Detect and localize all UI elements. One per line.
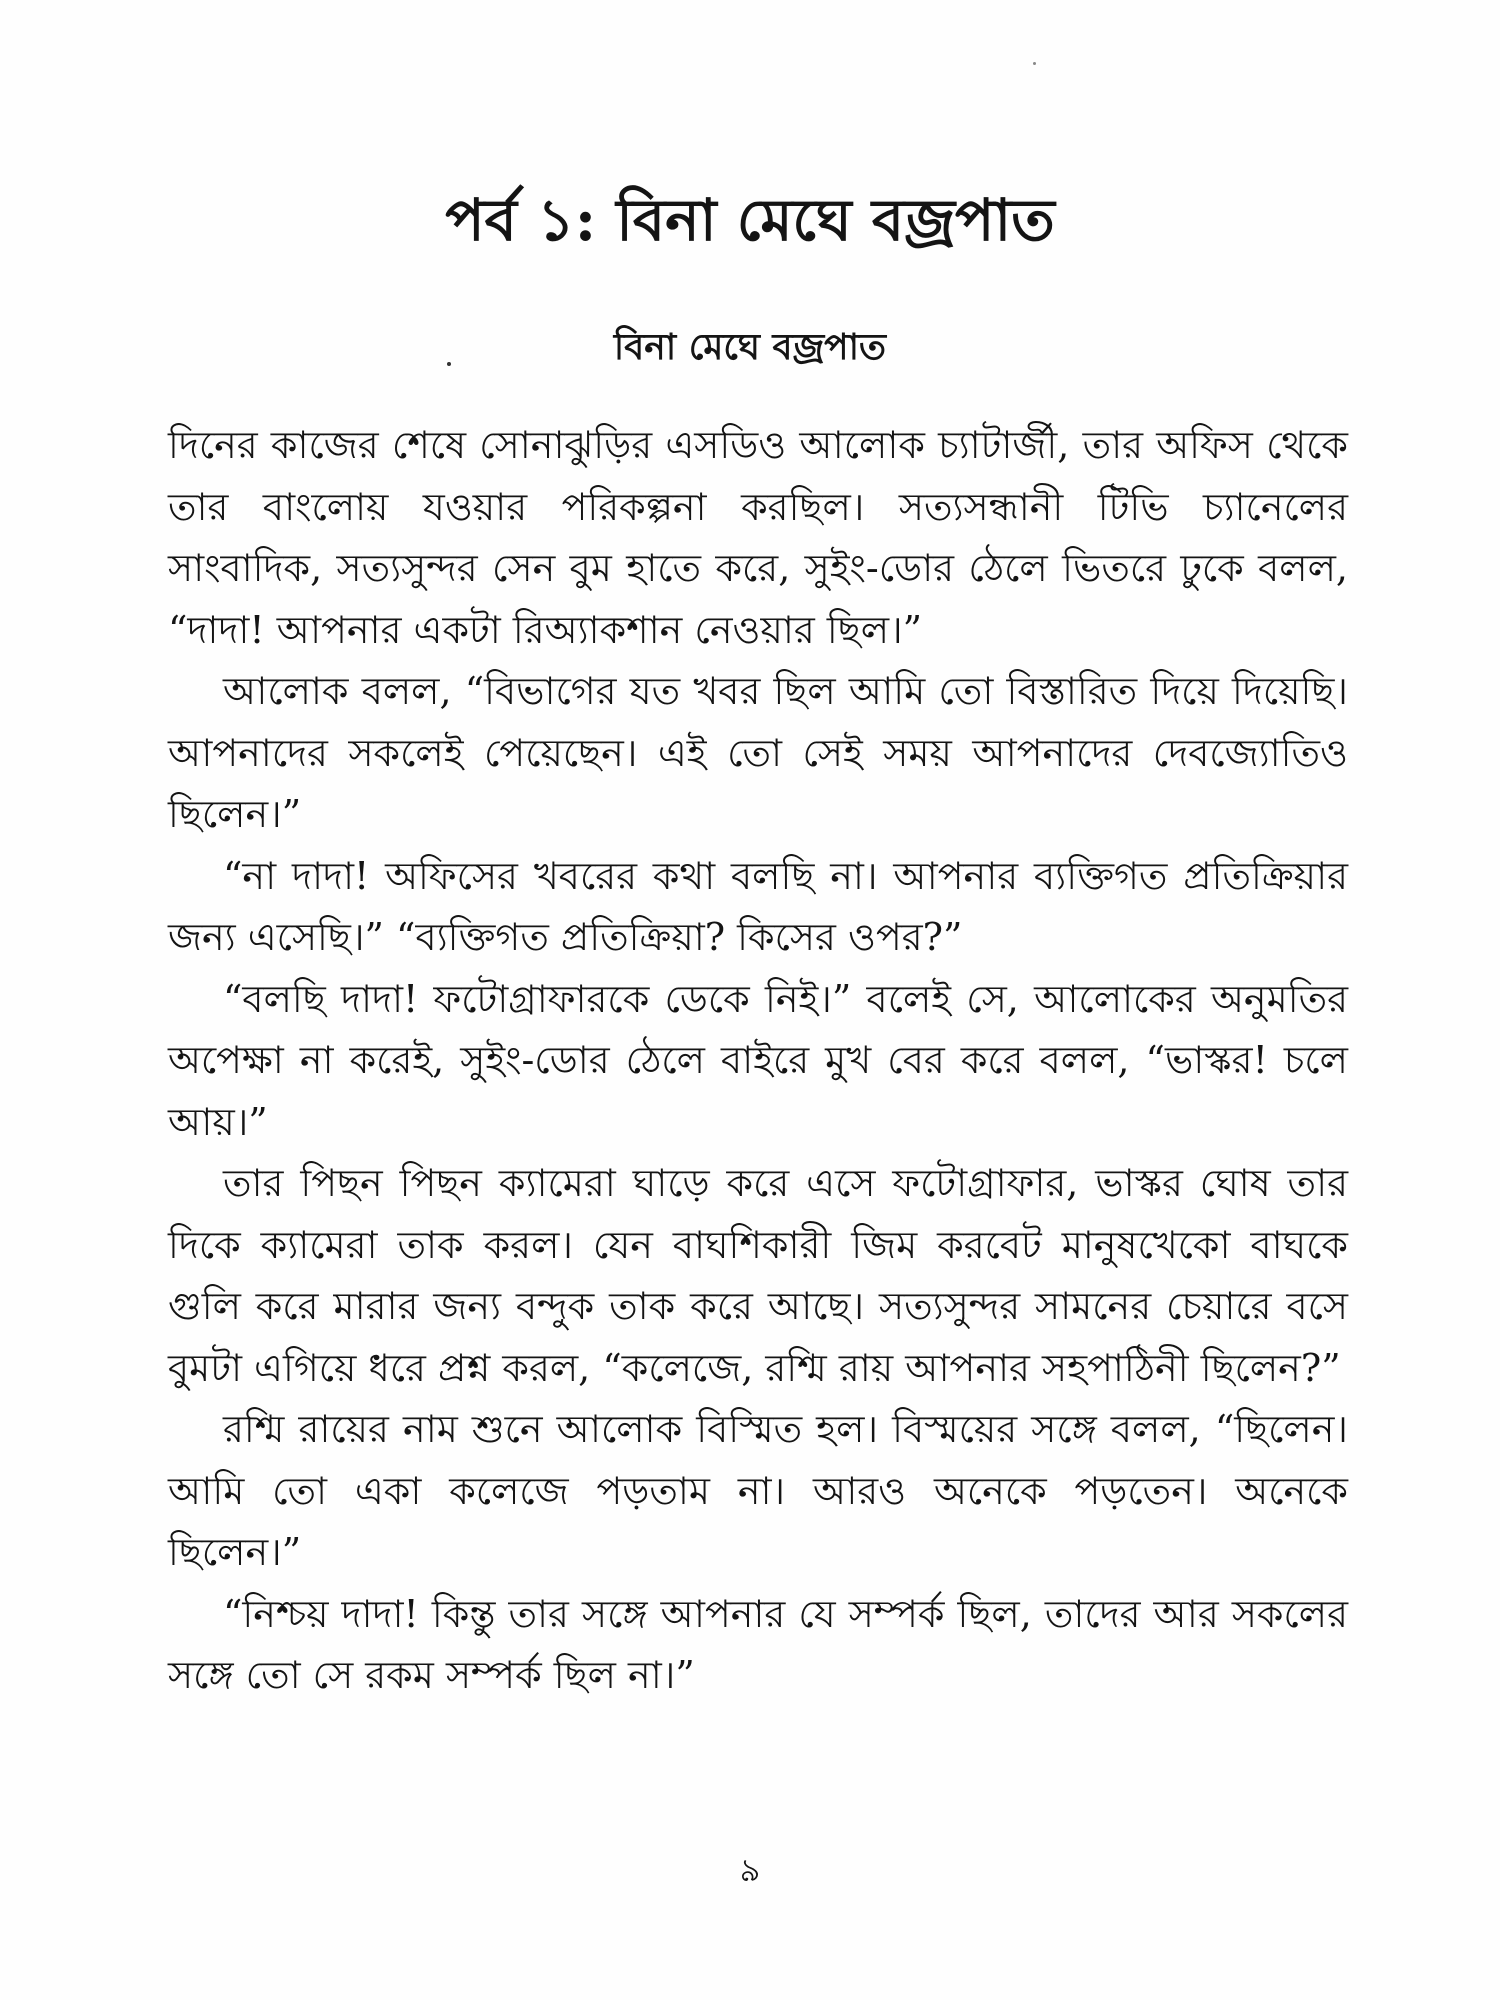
scan-speck: [447, 362, 451, 366]
section-title: বিনা মেঘে বজ্রপাত: [613, 326, 887, 368]
paragraph: দিনের কাজের শেষে সোনাঝুড়ির এসডিও আলোক চ্যাটার্জী, তার অফিস থেকে তার বাংলোয় যওয়ার পরিকল্পনা করছিল। সত্যসন্ধানী টিভি চ্যানেলের সাংবাদিক, সত্যসুন্দর সেন বুম হাতে করে, সুইং-ডোর ঠেলে ভিতরে ঢুকে বলল, “দাদা! আপনার একটা রিঅ্যাকশান নেওয়ার ছিল।”: [168, 423, 1348, 652]
chapter-title: পর্ব ১: বিনা মেঘে বজ্রপাত: [445, 186, 1055, 254]
paragraph: “না দাদা! অফিসের খবরের কথা বলছি না। আপনার ব্যক্তিগত প্রতিক্রিয়ার জন্য এসেছি।” “ব্যক্তিগত প্রতিক্রিয়া? কিসের ওপর?”: [168, 853, 1348, 959]
scan-speck: [1033, 62, 1036, 65]
paragraph: রশ্মি রায়ের নাম শুনে আলোক বিস্মিত হল। বিস্ময়ের সঙ্গে বলল, “ছিলেন। আমি তো একা কলেজে পড়তাম না। আরও অনেকে পড়তেন। অনেকে ছিলেন।”: [168, 1407, 1348, 1574]
paragraph: তার পিছন পিছন ক্যামেরা ঘাড়ে করে এসে ফটোগ্রাফার, ভাস্কর ঘোষ তার দিকে ক্যামেরা তাক করল। যেন বাঘশিকারী জিম করবেট মানুষখেকো বাঘকে গুলি করে মারার জন্য বন্দুক তাক করে আছে। সত্যসুন্দর সামনের চেয়ারে বসে বুমটা এগিয়ে ধরে প্রশ্ন করল, “কলেজে, রশ্মি রায় আপনার সহপাঠিনী ছিলেন?”: [168, 1161, 1348, 1390]
page-number: ৯: [739, 1851, 761, 1889]
paragraph: আলোক বলল, “বিভাগের যত খবর ছিল আমি তো বিস্তারিত দিয়ে দিয়েছি। আপনাদের সকলেই পেয়েছেন। এই তো সেই সময় আপনাদের দেবজ্যোতিও ছিলেন।”: [168, 669, 1348, 836]
paragraph: “নিশ্চয় দাদা! কিন্তু তার সঙ্গে আপনার যে সম্পর্ক ছিল, তাদের আর সকলের সঙ্গে তো সে রকম সম্পর্ক ছিল না।”: [168, 1591, 1348, 1697]
body-text: [168, 415, 1348, 1707]
paragraph: “বলছি দাদা! ফটোগ্রাফারকে ডেকে নিই।” বলেই সে, আলোকের অনুমতির অপেক্ষা না করেই, সুইং-ডোর ঠেলে বাইরে মুখ বের করে বলল, “ভাস্কর! চলে আয়।”: [168, 976, 1348, 1144]
